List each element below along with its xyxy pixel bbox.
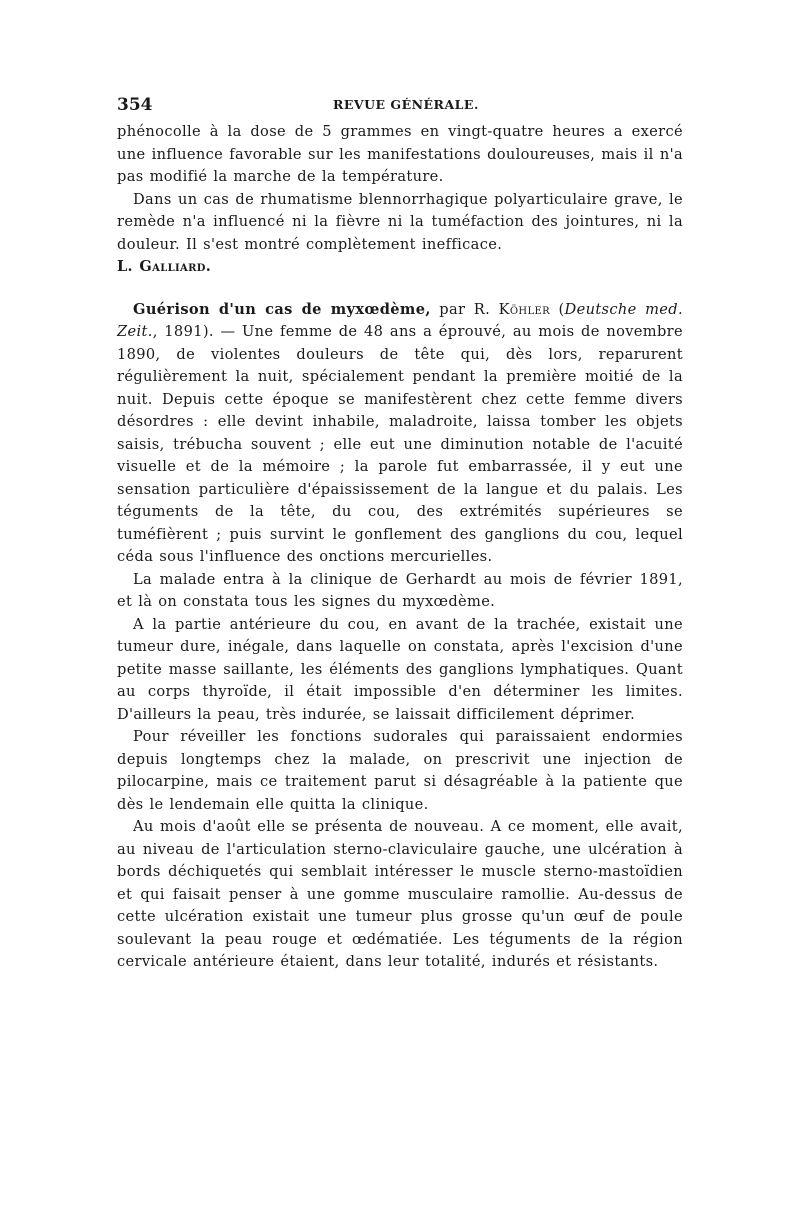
section-gap [117, 279, 683, 299]
article-author: Köhler [498, 300, 551, 318]
paragraph-article-intro [117, 299, 683, 569]
page-header [117, 95, 683, 117]
running-title: REVUE GÉNÉRALE. [333, 97, 479, 112]
paragraph-phenocolle: phénocolle à la dose de 5 grammes en vingt-quatre heures a exercé une influence favorable sur les manifestations douloureuses, mais il n'a pas modifié la marche de la température. [117, 123, 683, 185]
page-number: 354 [117, 95, 153, 115]
signature-name: Galliard. [139, 258, 212, 275]
book-page [117, 95, 683, 974]
article-by: par R. [430, 300, 499, 318]
page-text [117, 121, 683, 974]
article-source-open: ( [550, 300, 565, 318]
article-title: Guérison d'un cas de myxœdème, [133, 300, 431, 318]
paragraph-tumeur: A la partie antérieure du cou, en avant de la trachée, existait une tumeur dure, inégale, dans laquelle on constata, après l'excision d'une petite masse saillante, les éléments des ganglions lymphatiques. Quant au corps thyroïde, il était impossible d'en déterminer les limites. D'ailleurs la peau, très indurée, se laissait difficilement déprimer. [117, 615, 683, 723]
paragraph-sudorales: Pour réveiller les fonctions sudorales qui paraissaient endormies depuis longtemps chez la malade, on prescrivit une injection de pilocarpine, mais ce traitement parut si désagréable à la patiente que dès le lendemain elle quitta la clinique. [117, 728, 683, 813]
paragraph-clinique: La malade entra à la clinique de Gerhardt au mois de février 1891, et là on constata tous les signes du myxœdème. [117, 570, 683, 610]
article-journal: Deutsche med. Zeit. [117, 300, 683, 340]
paragraph-rhumatisme: Dans un cas de rhumatisme blennorrhagique polyarticulaire grave, le remède n'a influencé ni la fièvre ni la tuméfaction des jointures, ni la douleur. Il s'est montré complètement inefficace. [117, 190, 683, 253]
signature-initial: L. [117, 258, 133, 275]
article-body: Une femme de 48 ans a éprouvé, au mois de novembre 1890, de violentes douleurs de tête qui, dès lors, reparurent régulièrement la nuit, spécialement pendant la première moitié de la nuit. Depuis cette époque se manifestèrent chez cette femme divers désordres : elle devint inhabile, maladroite, laissa tomber les objets saisis, trébucha souvent ; elle eut une diminution notable de l'acuité visuelle et de la mémoire ; la parole fut embarrassée, il y eut une sensation particulière d'épaississement de la langue et du palais. Les téguments de la tête, du cou, des extrémités supérieures se tuméfièrent ; puis survint le gonflement des ganglions du cou, lequel céda sous l'influence des onctions mercurielles. [117, 323, 683, 565]
author-signature [117, 256, 683, 279]
article-source-rest: , 1891). — [152, 323, 243, 340]
paragraph-aout: Au mois d'août elle se présenta de nouveau. A ce moment, elle avait, au niveau de l'articulation sterno-claviculaire gauche, une ulcération à bords déchiquetés qui semblait intéresser le muscle sterno-mastoïdien et qui faisait penser à une gomme musculaire ramollie. Au-dessus de cette ulcération existait une tumeur plus grosse qu'un œuf de poule soulevant la peau rouge et œdématiée. Les téguments de la région cervicale antérieure étaient, dans leur totalité, indurés et résistants. [117, 818, 683, 970]
